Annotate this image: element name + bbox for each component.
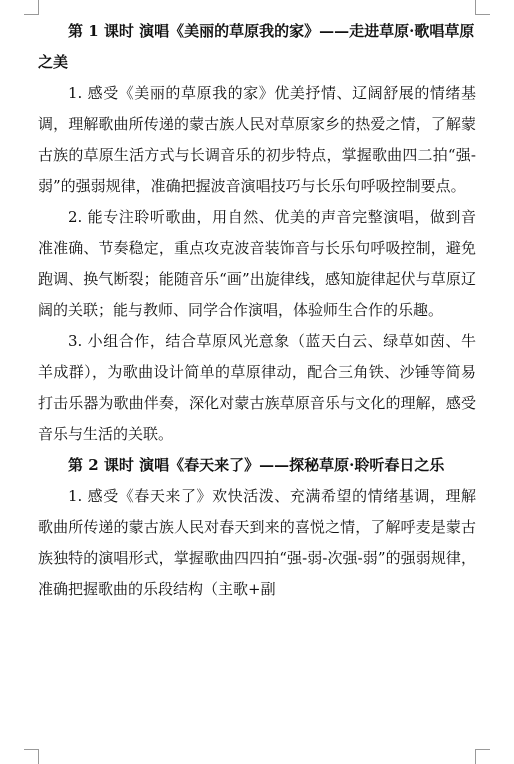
lesson-1-objective-3: 3. 小组合作，结合草原风光意象（蓝天白云、绿草如茵、牛羊成群），为歌曲设计简单的草原律动，配合三角铁、沙锤等简易打击乐器为歌曲伴奏，深化对蒙古族草原音乐与文化的理解，感受音乐与生活的关联。 (38, 332, 476, 443)
lesson-2-heading: 第 2 课时 演唱《春天来了》——探秘草原·聆听春日之乐 (68, 456, 445, 474)
lesson-1-objective-2: 2. 能专注聆听歌曲，用自然、优美的声音完整演唱，做到音准准确、节奏稳定，重点攻克波音装饰音与长乐句呼吸控制，避免跑调、换气断裂；能随音乐“画”出旋律线，感知旋律起伏与草原辽阔的关联；能与教师、同学合作演唱，体验师生合作的乐趣。 (38, 208, 476, 319)
crop-mark-bottom-right (475, 749, 490, 764)
lesson-1-heading: 第 1 课时 演唱《美丽的草原我的家》——走进草原·歌唱草原之美 (38, 22, 475, 71)
crop-mark-bottom-left (24, 749, 39, 764)
crop-mark-top-right (475, 0, 490, 15)
document-page (38, 16, 476, 605)
crop-mark-top-left (24, 0, 39, 15)
lesson-1-objective-1: 1. 感受《美丽的草原我的家》优美抒情、辽阔舒展的情绪基调，理解歌曲所传递的蒙古族人民对草原家乡的热爱之情，了解蒙古族的草原生活方式与长调音乐的初步特点，掌握歌曲四二拍“强-弱”的强弱规律，准确把握波音演唱技巧与长乐句呼吸控制要点。 (38, 84, 476, 195)
lesson-2-objective-1: 1. 感受《春天来了》欢快活泼、充满希望的情绪基调，理解歌曲所传递的蒙古族人民对春天到来的喜悦之情，了解呼麦是蒙古族独特的演唱形式，掌握歌曲四四拍“强-弱-次强-弱”的强弱规律，准确把握歌曲的乐段结构（主歌+副 (38, 487, 476, 598)
